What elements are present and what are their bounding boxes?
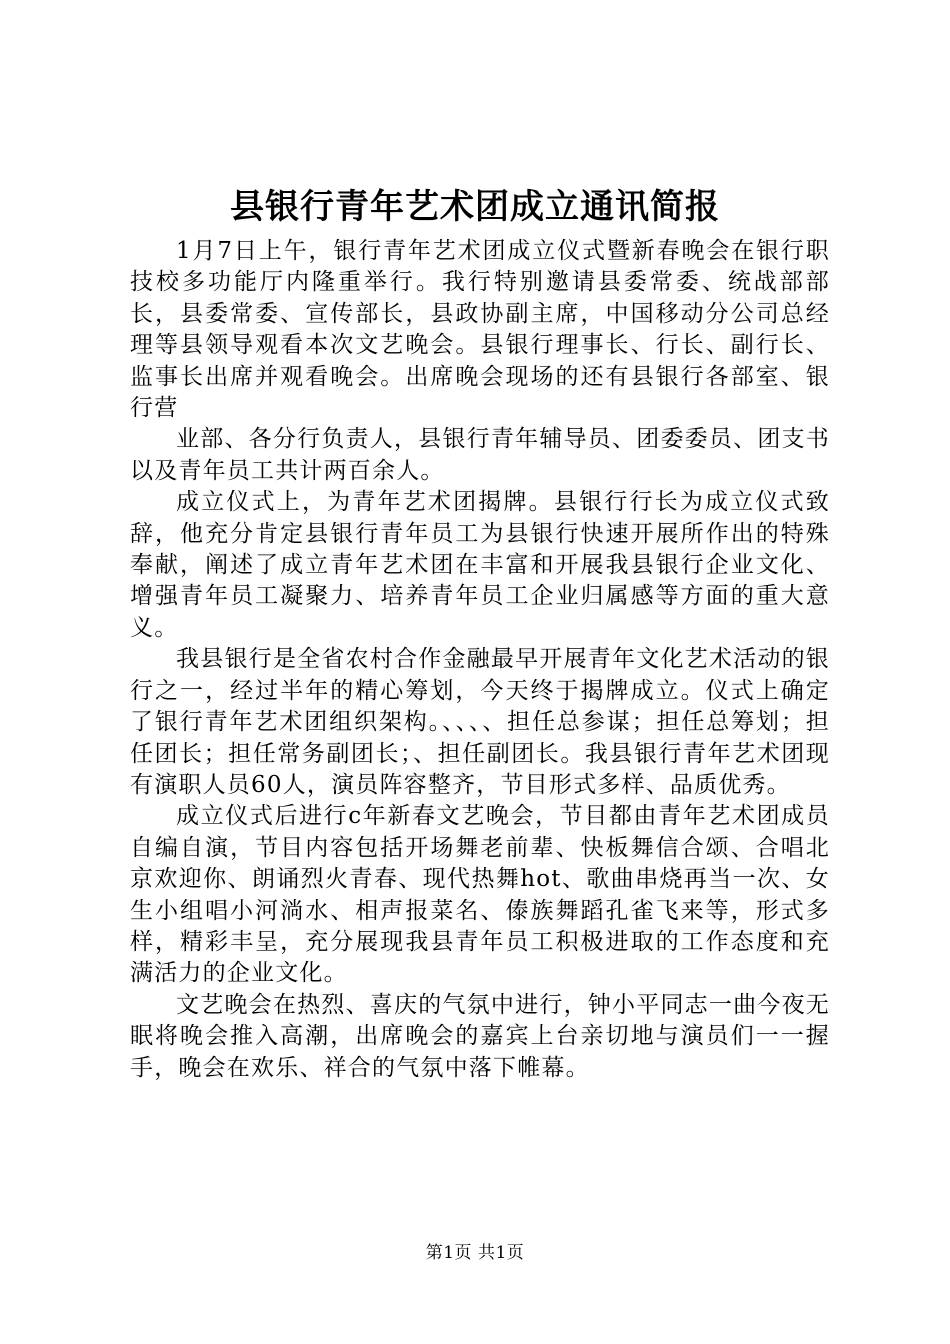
paragraph-1: 1月7日上午，银行青年艺术团成立仪式暨新春晚会在银行职技校多功能厅内隆重举行。我行特别邀请县委常委、统战部部长，县委常委、宣传部长，县政协副主席，中国移动分公司总经理等县领导观看本次文艺晚会。县银行理事长、行长、副行长、监事长出席并观看晚会。出席晚会现场的还有县银行各部室、银行营 <box>130 238 830 422</box>
paragraph-4: 我县银行是全省农村合作金融最早开展青年文化艺术活动的银行之一，经过半年的精心筹划，今天终于揭牌成立。仪式上确定了银行青年艺术团组织架构。、、、、担任总参谋；担任总筹划；担任团长；担任常务副团长；、担任副团长。我县银行青年艺术团现有演职人员60人，演员阵容整齐，节目形式多样、品质优秀。 <box>130 646 830 798</box>
page-footer: 第1页 共1页 <box>425 1243 525 1263</box>
document-title: 县银行青年艺术团成立通讯简报 <box>230 187 720 227</box>
paragraph-5: 成立仪式后进行c年新春文艺晚会，节目都由青年艺术团成员自编自演，节目内容包括开场舞老前辈、快板舞信合颂、合唱北京欢迎你、朗诵烈火青春、现代热舞hot、歌曲串烧再当一次、女生小组唱小河淌水、相声报菜名、傣族舞蹈孔雀飞来等，形式多样，精彩丰呈，充分展现我县青年员工积极进取的工作态度和充满活力的企业文化。 <box>130 803 830 987</box>
paragraph-6: 文艺晚会在热烈、喜庆的气氛中进行，钟小平同志一曲今夜无眠将晚会推入高潮，出席晚会的嘉宾上台亲切地与演员们一一握手，晚会在欢乐、祥合的气氛中落下帷幕。 <box>130 991 830 1081</box>
document-body <box>130 236 830 1084</box>
paragraph-2: 业部、各分行负责人，县银行青年辅导员、团委委员、团支书以及青年员工共计两百余人。 <box>130 426 830 484</box>
paragraph-3: 成立仪式上，为青年艺术团揭牌。县银行行长为成立仪式致辞，他充分肯定县银行青年员工为县银行快速开展所作出的特殊奉献，阐述了成立青年艺术团在丰富和开展我县银行企业文化、增强青年员工凝聚力、培养青年员工企业归属感等方面的重大意义。 <box>130 489 830 641</box>
